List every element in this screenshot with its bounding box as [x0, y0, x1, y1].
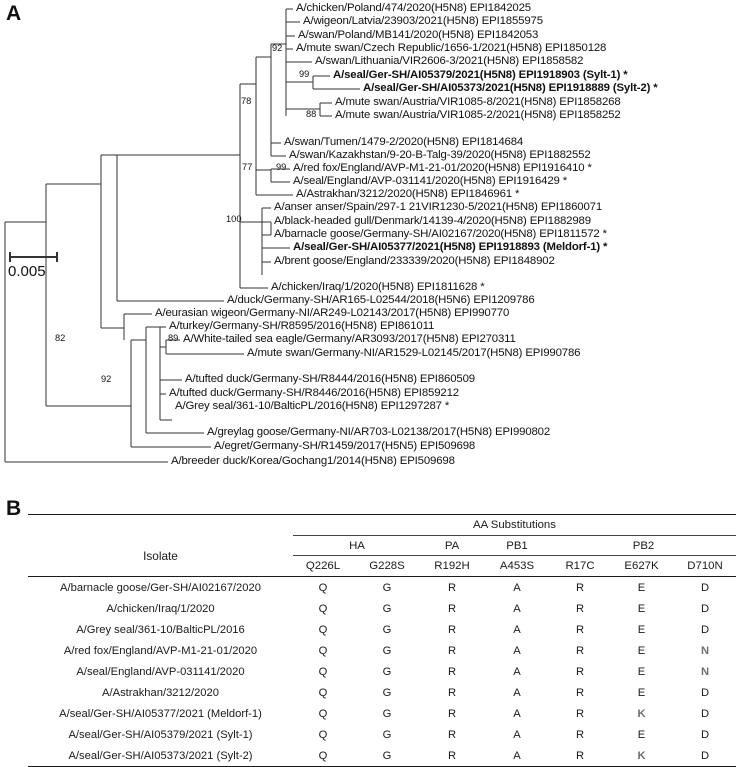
taxon-label: A/wigeon/Latvia/23903/2021(H5N8) EPI1855975	[303, 15, 543, 27]
bootstrap-value: 99	[276, 162, 287, 172]
position-header-g228s: G228S	[353, 556, 421, 577]
table-row	[28, 598, 736, 619]
position-header-e627k: E627K	[609, 556, 674, 577]
table-row	[28, 619, 736, 640]
residue-cell: D	[700, 623, 710, 636]
residue-cell: G	[382, 623, 392, 636]
table-row	[28, 640, 736, 661]
isolate-name-cell: A/chicken/Iraq/1/2020	[106, 602, 215, 615]
table-row	[28, 745, 736, 767]
residue-cell: A	[513, 707, 521, 720]
residue-cell: A	[513, 665, 521, 678]
table-header-gene-row	[28, 536, 736, 556]
taxon-label: A/swan/Tumen/1479-2/2020(H5N8) EPI1814684	[284, 136, 524, 148]
table-row	[28, 724, 736, 745]
gene-header-ha: HA	[293, 536, 421, 556]
taxon-label: A/mute swan/Austria/VIR1085-8/2021(H5N8) EPI1858268	[335, 96, 621, 108]
taxon-label: A/seal/Ger-SH/AI05379/2021(H5N8) EPI1918903 (Sylt-1) *	[333, 69, 628, 81]
taxon-label: A/anser anser/Spain/297-1 21VIR1230-5/2021(H5N8) EPI1860071	[274, 201, 603, 213]
bootstrap-value: 88	[306, 109, 317, 119]
isolate-name-cell: A/Grey seal/361-10/BalticPL/2016	[76, 623, 245, 636]
residue-cell: Q	[318, 665, 328, 678]
residue-cell: R	[447, 623, 457, 636]
taxon-label: A/duck/Germany-SH/AR165-L02544/2018(H5N6) EPI1209786	[227, 294, 535, 306]
taxon-label: A/Grey seal/361-10/BalticPL/2016(H5N8) EPI1297287 *	[175, 400, 450, 412]
residue-cell: G	[382, 686, 392, 699]
position-header-d710n: D710N	[674, 556, 736, 577]
residue-cell: R	[447, 728, 457, 741]
gene-header-pb1: PB1	[483, 536, 551, 556]
residue-cell: A	[513, 602, 521, 615]
residue-cell: E	[637, 644, 646, 657]
residue-cell: A	[513, 623, 521, 636]
residue-cell: Q	[318, 602, 328, 615]
taxon-label: A/mute swan/Czech Republic/1656-1/2021(H5N8) EPI1850128	[296, 42, 607, 54]
isolate-name-cell: A/red fox/England/AVP-M1-21-01/2020	[63, 644, 258, 657]
table-header-group-row	[28, 515, 736, 536]
residue-cell: R	[575, 707, 585, 720]
residue-cell: G	[353, 745, 421, 767]
residue-cell: D	[700, 686, 710, 699]
position-header-q226l: Q226L	[293, 556, 353, 577]
position-header-a453s: A453S	[483, 556, 551, 577]
residue-cell: R	[575, 686, 585, 699]
taxon-label: A/swan/Poland/MB141/2020(H5N8) EPI1842053	[298, 29, 539, 41]
residue-cell: A	[513, 728, 521, 741]
position-header-r17c: R17C	[551, 556, 609, 577]
isolate-name-cell: A/seal/England/AVP-031141/2020	[76, 665, 245, 678]
isolate-name-cell: A/Astrakhan/3212/2020	[102, 686, 219, 699]
residue-cell: N	[700, 644, 710, 657]
isolate-name-cell: A/seal/Ger-SH/AI05379/2021 (Sylt-1)	[68, 728, 253, 741]
residue-cell: Q	[318, 707, 328, 720]
residue-cell: Q	[318, 623, 328, 636]
residue-cell: R	[447, 707, 457, 720]
taxon-label: A/swan/Kazakhstan/9-20-B-Talg-39/2020(H5N8) EPI1882552	[289, 149, 591, 161]
residue-cell: G	[382, 644, 392, 657]
residue-cell: G	[382, 665, 392, 678]
taxon-label: A/seal/England/AVP-031141/2020(H5N8) EPI1916429 *	[293, 175, 568, 187]
bootstrap-value: 100	[226, 214, 242, 224]
table-row	[28, 577, 736, 599]
residue-cell: R	[575, 665, 585, 678]
residue-cell: Q	[318, 644, 328, 657]
residue-cell: R	[421, 745, 483, 767]
aa-substitutions-group-header: AA Substitutions	[293, 515, 736, 536]
taxon-label: A/swan/Lithuania/VIR2606-3/2021(H5N8) EPI1858582	[315, 55, 584, 67]
residue-cell: Q	[293, 745, 353, 767]
residue-cell: K	[637, 707, 646, 720]
residue-cell: D	[700, 602, 710, 615]
residue-cell: E	[637, 686, 646, 699]
residue-cell: R	[551, 745, 609, 767]
taxon-label: A/chicken/Poland/474/2020(H5N8) EPI1842025	[296, 2, 531, 14]
taxon-label: A/tufted duck/Germany-SH/R8446/2016(H5N8) EPI859212	[169, 387, 459, 399]
residue-cell: Q	[318, 728, 328, 741]
position-header-r192h: R192H	[421, 556, 483, 577]
panel-a-label: A	[6, 2, 22, 25]
isolate-column-header: Isolate	[143, 548, 178, 563]
taxon-label: A/barnacle goose/Germany-SH/AI02167/2020(H5N8) EPI1811572 *	[274, 228, 607, 240]
residue-cell: G	[353, 577, 421, 599]
taxon-label: A/chicken/Iraq/1/2020(H5N8) EPI1811628 *	[271, 281, 485, 293]
taxon-label: A/greylag goose/Germany-NI/AR703-L02138/2017(H5N8) EPI990802	[207, 426, 551, 438]
residue-cell: R	[575, 644, 585, 657]
residue-cell: D	[700, 728, 710, 741]
residue-cell: E	[609, 577, 674, 599]
taxon-label: A/mute swan/Austria/VIR1085-2/2021(H5N8) EPI1858252	[335, 109, 621, 121]
residue-cell: D	[674, 745, 736, 767]
residue-cell: R	[575, 728, 585, 741]
table-row	[28, 703, 736, 724]
taxon-label: A/breeder duck/Korea/Gochang1/2014(H5N8) EPI509698	[171, 455, 455, 467]
table-row	[28, 661, 736, 682]
residue-cell: E	[637, 602, 646, 615]
taxon-label: A/red fox/England/AVP-M1-21-01/2020(H5N8) EPI1916410 *	[293, 162, 592, 174]
taxon-label: A/Astrakhan/3212/2020(H5N8) EPI1846961 *	[296, 188, 520, 200]
residue-cell: D	[700, 707, 710, 720]
gene-header-pa: PA	[421, 536, 483, 556]
residue-cell: E	[637, 623, 646, 636]
scale-bar-label: 0.005	[8, 263, 46, 280]
aa-substitutions-table	[28, 514, 736, 767]
residue-cell: G	[382, 602, 392, 615]
gene-header-pb2: PB2	[551, 536, 736, 556]
taxon-label: A/brent goose/England/233339/2020(H5N8) EPI1848902	[274, 255, 555, 267]
residue-cell: R	[575, 602, 585, 615]
residue-cell: A	[483, 577, 551, 599]
bootstrap-value: 89	[168, 333, 179, 343]
residue-cell: A	[513, 686, 521, 699]
empty-corner-cell	[28, 515, 293, 536]
residue-cell: Q	[318, 686, 328, 699]
residue-cell: R	[447, 686, 457, 699]
residue-cell: R	[447, 602, 457, 615]
taxon-label: A/turkey/Germany-SH/R8595/2016(H5N8) EPI861011	[169, 320, 435, 332]
isolate-name-cell: A/seal/Ger-SH/AI05377/2021 (Meldorf-1)	[59, 707, 262, 720]
residue-cell: R	[447, 644, 457, 657]
residue-cell: N	[700, 665, 710, 678]
residue-cell: G	[382, 728, 392, 741]
bootstrap-value: 99	[299, 69, 310, 79]
residue-cell: R	[575, 623, 585, 636]
residue-cell: R	[447, 665, 457, 678]
residue-cell: R	[421, 577, 483, 599]
taxon-label: A/eurasian wigeon/Germany-NI/AR249-L02143/2017(H5N8) EPI990770	[155, 307, 510, 319]
taxon-label: A/seal/Ger-SH/AI05373/2021(H5N8) EPI1918889 (Sylt-2) *	[363, 82, 658, 94]
residue-cell: Q	[293, 577, 353, 599]
isolate-name-cell: A/barnacle goose/Ger-SH/AI02167/2020	[28, 577, 293, 599]
residue-cell: R	[551, 577, 609, 599]
residue-cell: K	[609, 745, 674, 767]
residue-cell: E	[637, 665, 646, 678]
residue-cell: G	[382, 707, 392, 720]
taxon-label: A/egret/Germany-SH/R1459/2017(H5N5) EPI509698	[214, 440, 476, 452]
taxon-label: A/White-tailed sea eagle/Germany/AR3093/2017(H5N8) EPI270311	[183, 333, 516, 345]
bootstrap-value: 92	[101, 374, 112, 384]
residue-cell: E	[637, 728, 646, 741]
taxon-label: A/mute swan/Germany-NI/AR1529-L02145/2017(H5N8) EPI990786	[247, 347, 581, 359]
bootstrap-value: 92	[272, 43, 283, 53]
bootstrap-value: 78	[241, 96, 252, 106]
bootstrap-value: 82	[55, 333, 66, 343]
isolate-name-cell: A/seal/Ger-SH/AI05373/2021 (Sylt-2)	[28, 745, 293, 767]
taxon-label: A/black-headed gull/Denmark/14139-4/2020(H5N8) EPI1882989	[274, 215, 591, 227]
bootstrap-value: 77	[242, 162, 253, 172]
taxon-label: A/tufted duck/Germany-SH/R8444/2016(H5N8) EPI860509	[185, 373, 475, 385]
residue-cell: A	[513, 644, 521, 657]
panel-b-label: B	[6, 497, 22, 520]
aa-substitutions-panel	[0, 492, 750, 762]
taxon-label: A/seal/Ger-SH/AI05377/2021(H5N8) EPI1918893 (Meldorf-1) *	[293, 241, 608, 253]
table-row	[28, 682, 736, 703]
residue-cell: A	[483, 745, 551, 767]
table-body	[28, 577, 736, 767]
residue-cell: D	[674, 577, 736, 599]
